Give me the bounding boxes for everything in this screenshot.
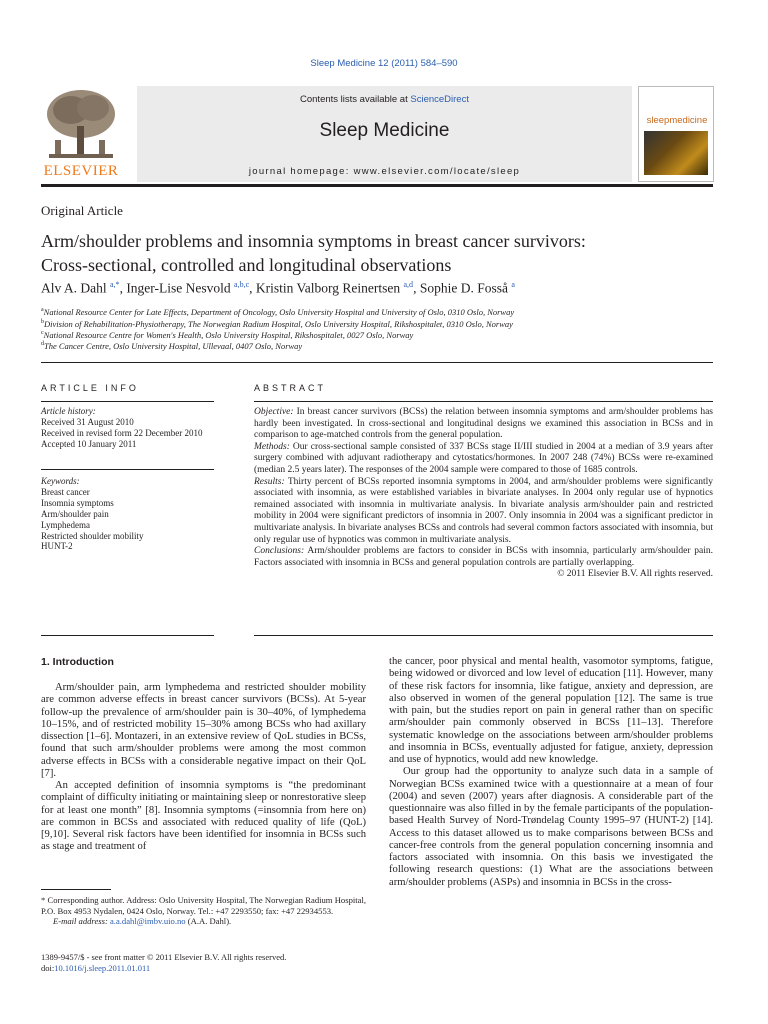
abstract-heading: ABSTRACT <box>254 383 327 393</box>
contents-prefix: Contents lists available at <box>300 94 411 105</box>
accepted-date: Accepted 10 January 2011 <box>41 438 137 449</box>
article-title <box>41 229 731 277</box>
paragraph: Arm/shoulder pain, arm lymphedema and restricted shoulder mobility are common adverse effects in breast cancer survivors (BCSs). At 5-year follow-up the prevalence of arm/shoulder pain is 30–40%, of lymphedema 10–15%, and of restricted mobility 15–30% among BCSs who had axillary dissection [1–6]. Montazeri, in an extensive review of QoL studies in BCSs, found that such arm/shoulder problems were among the most common adverse effects in BCSs with a considerable negative impact on their QoL [7]. <box>41 682 366 779</box>
journal-title: Sleep Medicine <box>319 120 450 141</box>
doi-prefix: doi: <box>41 963 55 973</box>
affiliation-marker: c <box>41 330 44 336</box>
corresponding-author-note: * Corresponding author. Address: Oslo University Hospital, The Norwegian Radium Hospital, P.O. Box 4953 Nydalen, 0424 Oslo, Norway. Tel.: +47 2293550; fax: +47 22934553. <box>41 895 366 916</box>
article-info-bottom-rule <box>41 635 214 636</box>
paragraph: An accepted definition of insomnia symptoms is “the predominant complaint of difficulty initiating or maintaining sleep or nonrestorative sleep for at least one month” [8]. Insomnia symptoms (=insomnia from here on) are common in BCSs and associated with reduced quality of life (QoL) [9,10]. Several risk factors have been identified for insomnia in BCSs such as stage and treatment of <box>41 780 366 853</box>
article-type: Original Article <box>41 203 123 218</box>
conclusions-label: Conclusions: <box>254 546 305 557</box>
keyword: HUNT-2 <box>41 541 73 552</box>
results-text: Thirty percent of BCSs reported insomnia symptoms in 2004, and arm/shoulder problems were significantly associated with insomnia, as were established variables in bivariate analyses. In 2004 only regular use of hypnotics remained associated with insomnia in multivariate analysis. In bivariate analysis arm/shoulder pain and restricted mobility in 2004 were significant predictors of insomnia in 2007. Only insomnia in 2004 was a significant predictor in multivariate analysis. In bivariate analyses BCSs and controls had several common factors associated with insomnia, but only regular use of hypnotics was common in multivariate analysis. <box>254 476 713 545</box>
abstract-conclusions <box>254 546 713 569</box>
affiliation <box>41 339 302 352</box>
footnote-rule <box>41 889 111 890</box>
publisher-logo-text: ELSEVIER <box>43 163 119 179</box>
issn-line: 1389-9457/$ - see front matter © 2011 Elsevier B.V. All rights reserved. <box>41 952 287 962</box>
abstract-bottom-rule <box>254 635 713 636</box>
doi-link[interactable]: 10.1016/j.sleep.2011.01.011 <box>54 963 151 973</box>
email-label: E-mail address: <box>53 916 108 927</box>
keyword: Lymphedema <box>41 519 90 530</box>
affiliation-text: National Resource Centre for Women's Health, Oslo University Hospital, Rikshospitalet, 0027 Oslo, Norway <box>43 329 414 340</box>
keyword: Breast cancer <box>41 486 90 497</box>
objective-text: In breast cancer survivors (BCSs) the relation between insomnia symptoms and arm/shoulder problems has hardly been investigated. In cross-sectional and longitudinal designs we examined this association in BCSs and in comparison to age-matched controls from the general population. <box>254 407 713 441</box>
abstract-objective <box>254 407 713 442</box>
author-affiliation-marker[interactable]: a,* <box>110 280 120 289</box>
affiliation-marker: d <box>41 341 44 347</box>
cover-title: sleepmedicine <box>646 115 708 126</box>
abstract-rule <box>254 401 713 402</box>
methods-text: Our cross-sectional sample consisted of 337 BCSs stage II/III studied in 2004 at a median of 3.9 years after surgery combined with adjuvant radiotherapy and cytostatics/hormones. In 2007 248 (74%) BCSs were re-examined (median 2.5 years later). The responses of the 2004 sample were compared to those of 1685 controls. <box>254 441 713 475</box>
email-suffix: (A.A. Dahl). <box>187 916 232 927</box>
email-link[interactable]: a.a.dahl@imbv.uio.no <box>109 916 186 927</box>
header-rule <box>41 184 713 187</box>
abstract-copyright: © 2011 Elsevier B.V. All rights reserved. <box>557 569 713 580</box>
article-info-rule <box>41 401 214 402</box>
front-matter <box>41 952 441 974</box>
affiliation-rule <box>41 362 713 363</box>
journal-citation[interactable]: Sleep Medicine 12 (2011) 584–590 <box>310 58 458 69</box>
cover-image <box>644 131 708 175</box>
paragraph: Our group had the opportunity to analyze such data in a sample of Norwegian BCSs examined twice with a questionnaire at a mean of four (2004) and seven (2007) years after diagnosis. A considerable part of the questionnaire was also filled in by the female participants of the population-based Health Survey of Nord-Trøndelag County 1995–97 (HUNT-2) [14]. Access to this dataset allowed us to make comparisons between BCSs and cancer-free controls from the general population concerning insomnia and factors associated with insomnia. On this basis we investigated the following research questions: (1) What are the associations between arm/shoulder problems (ASPs) and insomnia in BCSs in the cross- <box>389 766 713 888</box>
methods-label: Methods: <box>254 441 290 452</box>
affiliation-text: The Cancer Centre, Oslo University Hospital, Ullevaal, 0407 Oslo, Norway <box>44 340 303 351</box>
abstract-body <box>254 407 713 581</box>
abstract-results <box>254 477 713 547</box>
keyword: Restricted shoulder mobility <box>41 530 144 541</box>
article-history <box>41 406 216 450</box>
left-column <box>41 682 366 854</box>
elsevier-logo <box>41 86 121 182</box>
author-name[interactable]: Kristin Valborg Reinertsen <box>255 280 401 296</box>
objective-label: Objective: <box>254 407 294 417</box>
revised-date: Received in revised form 22 December 2010 <box>41 427 203 438</box>
title-line-2: Cross-sectional, controlled and longitudinal observations <box>41 255 452 275</box>
affiliation-marker: b <box>41 319 44 325</box>
results-label: Results: <box>254 476 285 487</box>
keyword: Insomnia symptoms <box>41 497 114 508</box>
history-label: Article history: <box>41 406 96 416</box>
author-affiliation-marker[interactable]: a,b,c <box>234 280 250 289</box>
journal-cover-thumbnail <box>638 86 714 182</box>
email-line <box>53 916 366 927</box>
doi-line <box>41 963 441 974</box>
keywords-label: Keywords: <box>41 476 80 486</box>
keywords <box>41 476 216 552</box>
conclusions-text: Arm/shoulder problems are factors to consider in BCSs with insomnia, particularly arm/shoulder pain. Factors associated with insomnia in BCSs and general population controls are partially overlapping. <box>254 546 713 568</box>
author-affiliation-marker[interactable]: a <box>511 280 515 289</box>
contents-availability <box>137 94 632 105</box>
author-name[interactable]: Sophie D. Fosså <box>419 280 508 296</box>
keyword: Arm/shoulder pain <box>41 508 109 519</box>
author-name[interactable]: Alv A. Dahl <box>41 280 107 296</box>
elsevier-tree-icon <box>41 86 121 162</box>
article-info-heading: ARTICLE INFO <box>41 383 139 393</box>
abstract-methods <box>254 442 713 477</box>
received-date: Received 31 August 2010 <box>41 416 134 427</box>
corresponding-footnote <box>41 895 366 927</box>
journal-homepage[interactable]: journal homepage: www.elsevier.com/locate/sleep <box>248 166 521 177</box>
author-list: Alv A. Dahl $^{a,*}$, Inger-Lise Nesvold $^{a,b,c}$, Kristin Valborg Reinertsen $^{a,d}$, Sophie D. Fosså $^a$ <box>41 280 515 296</box>
keywords-rule <box>41 469 214 470</box>
author-affiliation-marker[interactable]: a,d <box>403 280 414 289</box>
affiliation-text: Division of Rehabilitation-Physiotherapy, The Norwegian Radium Hospital, Oslo University Hospital, Rikshospitalet, 0310 Oslo, Norway <box>44 318 513 329</box>
title-line-1: Arm/shoulder problems and insomnia symptoms in breast cancer survivors: <box>41 231 586 251</box>
affiliation-text: National Resource Center for Late Effects, Department of Oncology, Oslo University Hospital and University of Oslo, 0310 Oslo, Norway <box>43 306 515 317</box>
author-name[interactable]: Inger-Lise Nesvold <box>126 280 231 296</box>
sciencedirect-link[interactable]: ScienceDirect <box>410 94 469 105</box>
right-column <box>389 656 713 889</box>
affiliation-marker: a <box>41 307 44 313</box>
section-heading-introduction: 1. Introduction <box>41 656 114 668</box>
paragraph: the cancer, poor physical and mental health, vasomotor symptoms, fatigue, being widowed or divorced and low level of education [11]. However, many of these risk factors for insomnia, like fatigue, anxiety and depression, are also observed in women of the general population [12]. The same is true with pain, but the studies report on pain in general rather than on specific arm/shoulder pain commonly observed in BCSs [11–13]. Therefore systematic knowledge on the associations between arm/shoulder problems and insomnia in BCSs, eventually adjusted for fatigue, anxiety, depression and use of hypnotics, would add new knowledge. <box>389 656 713 765</box>
